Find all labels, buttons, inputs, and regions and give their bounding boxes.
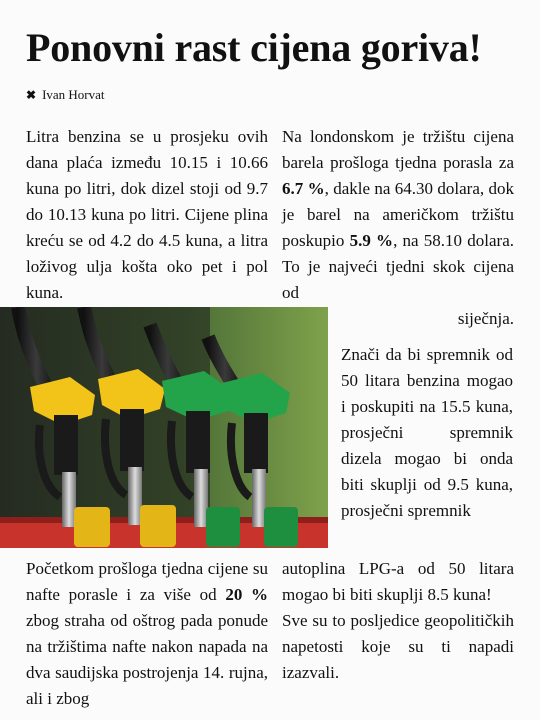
x-mark-icon: ✖ <box>26 88 37 102</box>
column-4-text: Početkom prošloga tjedna cijene su nafte porasle i za više od 20 % zbog straha od oštrog pada ponude na tržištima nafte nakon napada na dva saudijska postrojenja 14. rujna, ali i zbog <box>26 559 269 708</box>
column-3 <box>341 342 513 524</box>
column-5-para-2: Sve su to posljedice geopolitičkih napetosti koje su ti napadi izazvali. <box>282 611 514 682</box>
percent-highlight: 6.7 % <box>282 179 325 198</box>
column-4 <box>26 556 268 712</box>
column-1 <box>26 124 268 306</box>
column-1-text: Litra benzina se u prosjeku ovih dana plaća između 10.15 i 10.66 kuna po litri, dok dizel stoji od 9.7 do 10.13 kuna po litri. Cijene plina kreću se od 4.2 do 4.5 kuna, a litra loživog ulja košta oko pet i pol kuna. <box>26 127 268 302</box>
column-5 <box>282 556 514 686</box>
byline <box>26 86 105 104</box>
percent-highlight: 5.9 % <box>349 231 394 250</box>
column-3-text: Znači da bi spremnik od 50 litara benzina mogao i poskupiti na 15.5 kuna, prosječni spremnik dizela mogao bi onda biti skuplji od 9.5 kuna, prosječni spremnik <box>341 345 513 520</box>
percent-highlight: 20 % <box>225 585 269 604</box>
column-2-text: Na londonskom je tržištu cijena barela prošloga tjedna porasla za 6.7 %, dakle na 64.30 dolara, dok je barel na američkom tržištu poskupio 5.9 %, na 58.10 dolara. To je najveći tjedni skok cijena od <box>282 127 515 302</box>
column-2-last-line: siječnja. <box>457 309 514 328</box>
fuel-nozzles-photo <box>0 307 328 548</box>
author-name: Ivan Horvat <box>42 87 105 102</box>
column-2 <box>282 124 514 332</box>
column-5-para-1: autoplina LPG-a od 50 litara mogao bi biti skuplji 8.5 kuna! <box>282 559 514 604</box>
article-title: Ponovni rast cijena goriva! <box>26 25 482 70</box>
